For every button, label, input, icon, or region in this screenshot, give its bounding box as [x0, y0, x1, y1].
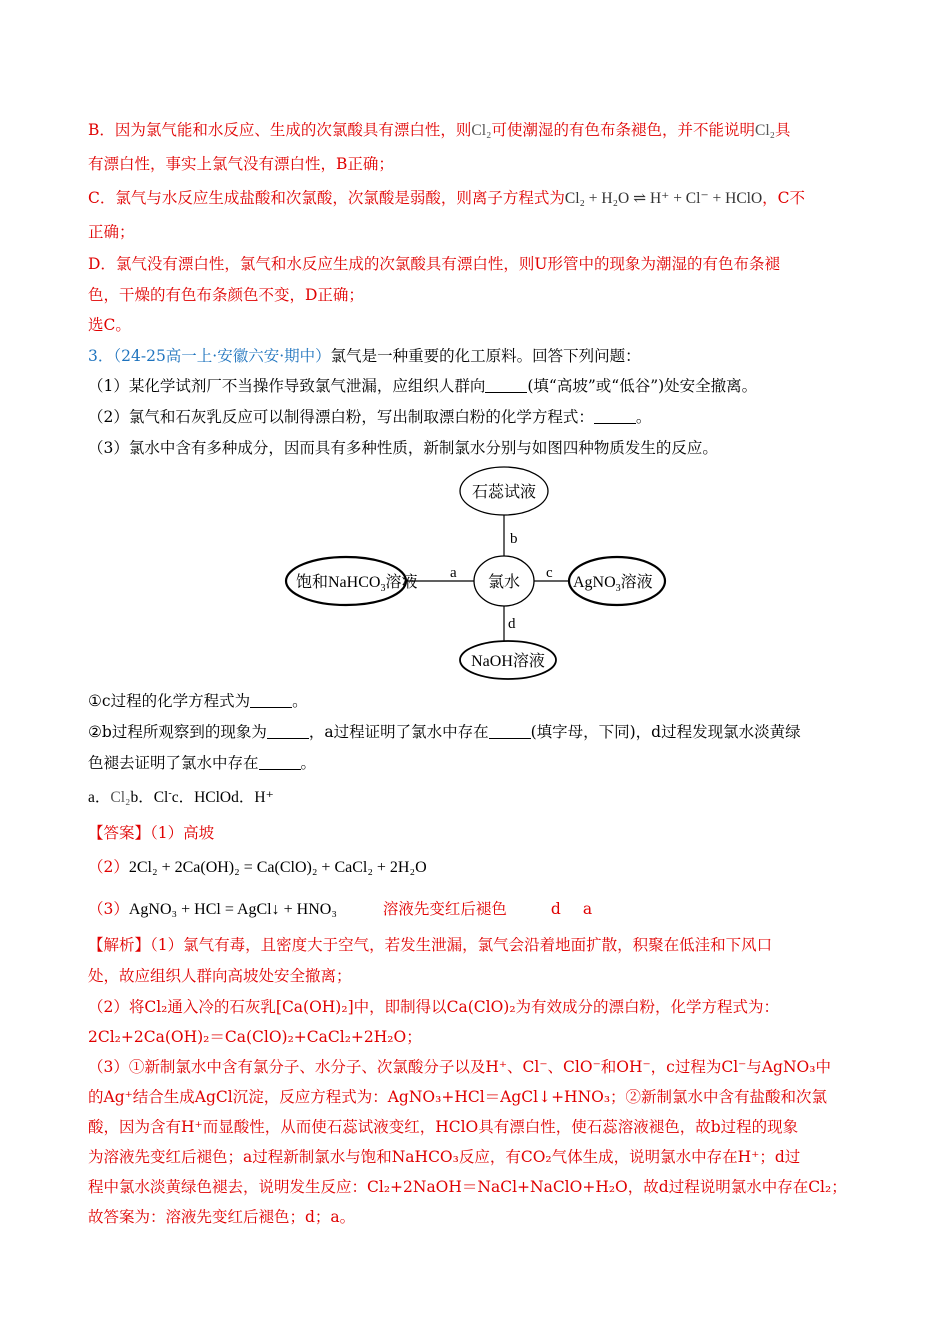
option-c-line2: 正确； [88, 223, 135, 241]
options-line: a．Cl₂b．Cl-c．HClOd．H⁺ [88, 788, 274, 806]
label-b: b [510, 531, 518, 547]
label-c: c [546, 565, 553, 581]
analysis-line2: 处，故应组织人群向高坡处安全撤离； [88, 967, 352, 985]
analysis-line6: 的Ag⁺结合生成AgCl沉淀，反应方程式为：AgNO₃+HCl＝AgCl↓+HNO₃；②新制氯水中含有盐酸和次氯 [88, 1088, 828, 1106]
cl2-formula: Cl₂ [754, 122, 776, 139]
answer-blank[interactable] [259, 755, 301, 770]
sub-question-2-line1: ②b过程所观察到的现象为 ，a过程证明了氯水中存在 (填字母，下同)，d过程发现氯水淡黄绿 [88, 723, 801, 741]
nahco3-label: 饱和NaHCO$_3$溶液 [296, 574, 418, 594]
label-a: a [450, 565, 457, 581]
agno3-equation: AgNO₃ + HCl = AgCl↓ + HNO₃ [128, 901, 337, 918]
analysis-line9: 程中氯水淡黄绿色褪去，说明发生反应：Cl₂+2NaOH＝NaCl+NaClO+H₂O，故d过程说明氯水中存在Cl₂； [88, 1178, 847, 1196]
analysis-tag: 【解析】 [88, 936, 151, 954]
answer-blank[interactable] [489, 724, 531, 739]
answer-line1: 【答案】（1）高坡 [88, 824, 215, 842]
analysis-line10: 故答案为：溶液先变红后褪色；d；a。 [88, 1208, 356, 1226]
question-part2: （2）氯气和石灰乳反应可以制得漂白粉，写出制取漂白粉的化学方程式： 。 [88, 408, 652, 426]
sub-question-2-line2: 色褪去证明了氯水中存在 。 [88, 754, 317, 772]
bleach-equation: 2Cl₂ + 2Ca(OH)₂ = Ca(ClO)₂ + CaCl₂ + 2H₂O [128, 859, 427, 876]
option-c-line1: C．氯气与水反应生成盐酸和次氯酸，次氯酸是弱酸，则离子方程式为Cl₂ + H₂O ⇌ H⁺ + Cl⁻ + HClO，C不 [88, 189, 806, 207]
option-b-line1: B．因为氯气能和水反应、生成的次氯酸具有漂白性，则Cl₂可使潮湿的有色布条褪色，并不能说明Cl₂具 [88, 121, 791, 139]
answer-tag: 【答案】 [88, 824, 151, 842]
naoh-label: NaOH溶液 [471, 653, 545, 670]
cl2-formula: Cl₂ [471, 122, 492, 139]
question-source: （24-25高一上·安徽六安·期中） [113, 347, 331, 365]
label-d: d [508, 616, 516, 632]
analysis-line7: 酸，因为含有H⁺而显酸性，从而使石蕊试液变红，HClO具有漂白性，使石蕊溶液褪色，故b过程的现象 [88, 1118, 799, 1136]
sub-question-1: ①c过程的化学方程式为 。 [88, 692, 308, 710]
answer-line2: （2）2Cl₂ + 2Ca(OH)₂ = Ca(ClO)₂ + CaCl₂ + 2H₂O [88, 858, 427, 876]
question-number: 3． [88, 347, 114, 365]
ion-equation: Cl₂ + H₂O ⇌ H⁺ + Cl⁻ + HClO [564, 190, 763, 207]
analysis-line1: 【解析】（1）氯气有毒，且密度大于空气，若发生泄漏，氯气会沿着地面扩散，积聚在低洼和下风口 [88, 936, 773, 954]
question-part3: （3）氯水中含有多种成分，因而具有多种性质，新制氯水分别与如图四种物质发生的反应。 [88, 439, 718, 457]
question-part1: （1）某化学试剂厂不当操作导致氯气泄漏，应组织人群向 (填“高坡”或“低谷”)处安全撤离。 [88, 377, 758, 395]
analysis-line8: 为溶液先变红后褪色；a过程新制氯水与饱和NaHCO₃反应，有CO₂气体生成，说明氯水中存在H⁺；d过 [88, 1148, 801, 1166]
agno3-label: AgNO$_3$溶液 [573, 574, 653, 594]
option-b-line2: 有漂白性，事实上氯气没有漂白性，B正确； [88, 155, 394, 173]
option-d-hplus: H⁺ [254, 789, 274, 806]
option-d-line1: D．氯气没有漂白性，氯气和水反应生成的次氯酸具有漂白性，则U形管中的现象为潮湿的有色布条褪 [88, 255, 780, 273]
litmus-label: 石蕊试液 [471, 484, 537, 501]
analysis-line5: （3）①新制氯水中含有氯分子、水分子、次氯酸分子以及H⁺、Cl⁻、ClO⁻和OH⁻，c过程为Cl⁻与AgNO₃中 [88, 1058, 831, 1076]
question-stem: 氯气是一种重要的化工原料。回答下列问题： [330, 347, 641, 365]
chlorine-water-label: 氯水 [487, 574, 521, 591]
analysis-line3: （2）将Cl₂通入冷的石灰乳[Ca(OH)₂]中，即制得以Ca(ClO)₂为有效成分的漂白粉，化学方程式为： [88, 998, 780, 1016]
option-d-line2: 色，干燥的有色布条颜色不变，D正确； [88, 286, 364, 304]
answer-blank[interactable] [267, 724, 309, 739]
choice-line: 选C。 [88, 316, 131, 334]
analysis-line4: 2Cl₂+2Ca(OH)₂＝Ca(ClO)₂+CaCl₂+2H₂O； [88, 1028, 422, 1046]
answer-line3: （3）AgNO₃ + HCl = AgCl↓ + HNO₃ 溶液先变红后褪色 d a [88, 900, 593, 918]
answer-blank[interactable] [250, 693, 292, 708]
option-a-cl2: Cl₂ [110, 789, 131, 806]
